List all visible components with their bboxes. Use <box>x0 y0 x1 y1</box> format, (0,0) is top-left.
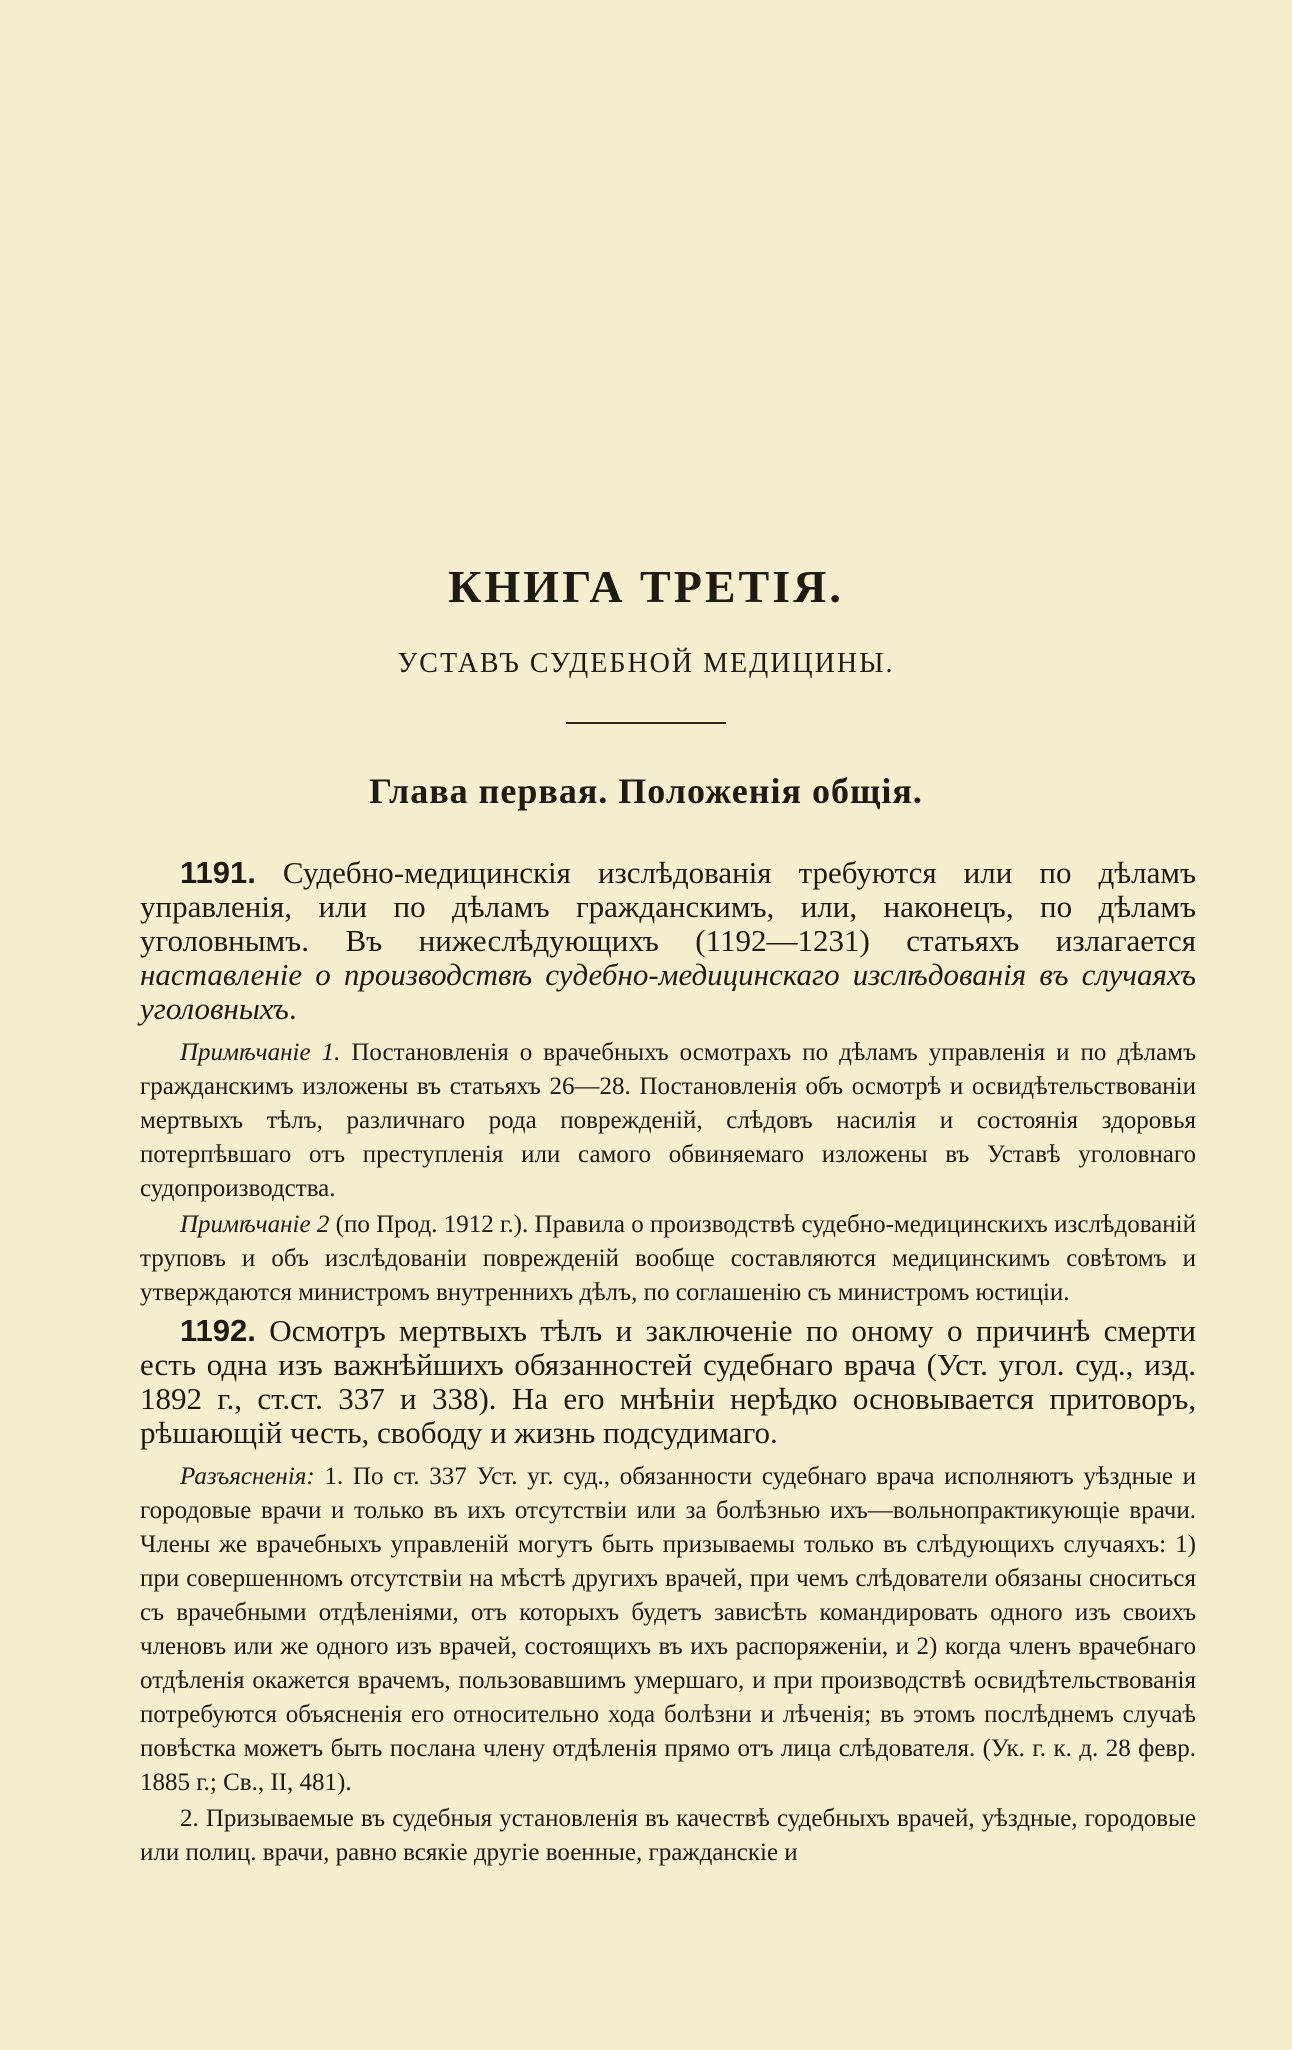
article-number: 1191. <box>180 855 256 890</box>
explanation-text: 1. По ст. 337 Уст. уг. суд., обязанности судебнаго врача исполняютъ уѣздные и городовые врачи и только въ ихъ отсутствіи или за болѣзнью ихъ—вольнопрактикующіе врачи. Члены же врачебныхъ управленій могутъ быть призываемы только въ слѣдующихъ случаяхъ: 1) при совершенномъ отсутствіи на мѣстѣ другихъ врачей, при чемъ слѣдователи обязаны сноситься съ врачебными отдѣленіями, отъ которыхъ будетъ зависѣть командировать одного изъ своихъ членовъ или же одного изъ врачей, состоящихъ въ ихъ распоряженіи, и 2) когда членъ врачебнаго отдѣленія окажется врачемъ, пользовавшимъ умершаго, и при производствѣ освидѣтельствованія потребуются объясненія его относительно хода болѣзни и лѣченія; въ этомъ послѣднемъ случаѣ повѣстка можетъ быть послана члену отдѣленія прямо отъ лица слѣдователя. (Ук. г. к. д. 28 февр. 1885 г.; Св., II, 481). <box>140 1463 1196 1796</box>
explanation-2 <box>140 1802 1196 1870</box>
note-1 <box>140 1036 1196 1206</box>
article-text-end: . <box>288 991 297 1026</box>
article-number: 1192. <box>180 1313 256 1348</box>
book-subtitle: УСТАВЪ СУДЕБНОЙ МЕДИЦИНЫ. <box>397 648 895 679</box>
document-body <box>140 856 1196 1872</box>
explanation-1 <box>140 1460 1196 1800</box>
chapter-title: Глава первая. Положенія общія. <box>369 771 923 811</box>
article-1191 <box>140 856 1196 1026</box>
explanation-label: Разъясненія: <box>180 1463 315 1490</box>
explanation-text: 2. Призываемые въ судебныя установленія въ качествѣ судебныхъ врачей, уѣздные, городовые или полиц. врачи, равно всякіе другіе военные, гражданскіе и <box>140 1805 1196 1866</box>
article-1192 <box>140 1314 1196 1450</box>
article-text: Осмотръ мертвыхъ тѣлъ и заключеніе по оному о причинѣ смерти есть одна изъ важнѣйшихъ обязанностей судебнаго врача (Уст. угол. суд., изд. 1892 г., ст.ст. 337 и 338). На его мнѣніи нерѣдко основывается притоворъ, рѣшающій честь, свободу и жизнь подсудимаго. <box>140 1313 1196 1450</box>
note-text: Постановленія о врачебныхъ осмотрахъ по дѣламъ управленія и по дѣламъ гражданскимъ изложены въ статьяхъ 26—28. Постановленія объ осмотрѣ и освидѣтельствованіи мертвыхъ тѣлъ, различнаго рода поврежденій, слѣдовъ насилія и состоянія здоровья потерпѣвшаго отъ преступленія или самого обвиняемаго изложены въ Уставѣ уголовнаго судопроизводства. <box>140 1039 1196 1202</box>
article-text-italic: наставленіе о производствѣ судебно-медицинскаго изслѣдованія въ случаяхъ уголовныхъ <box>140 957 1196 1026</box>
note-2 <box>140 1208 1196 1310</box>
book-title: КНИГА ТРЕТІЯ. <box>448 561 844 612</box>
note-label: Примѣчаніе 1. <box>180 1039 341 1066</box>
divider-rule <box>566 722 726 724</box>
note-text: (по Прод. 1912 г.). Правила о производствѣ судебно-медицинскихъ изслѣдованій труповъ и объ изслѣдованіи поврежденій вообще составляются медицинскимъ совѣтомъ и утверждаются министромъ внутреннихъ дѣлъ, по соглашенію съ министромъ юстиціи. <box>140 1211 1196 1306</box>
article-text: Судебно-медицинскія изслѣдованія требуются или по дѣламъ управленія, или по дѣламъ гражданскимъ, или, наконецъ, по дѣламъ уголовнымъ. Въ нижеслѣдующихъ (1192—1231) статьяхъ излагается <box>140 855 1196 958</box>
note-label: Примѣчаніе 2 <box>180 1211 330 1238</box>
